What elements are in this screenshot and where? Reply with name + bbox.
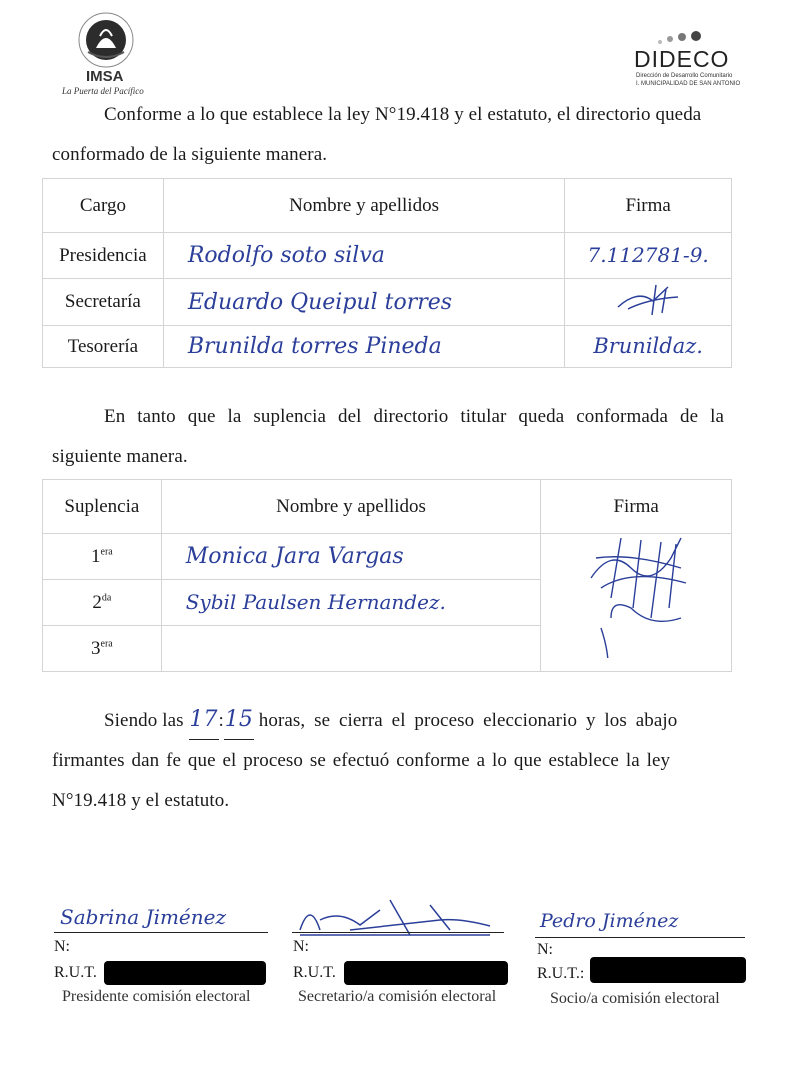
redaction-bar [590,957,746,983]
table-row [43,534,732,580]
signature-line [54,932,268,933]
dideco-logo-line1: Dirección de Desarrollo Comunitario [636,73,733,79]
dideco-logo-text: DIDECO [634,46,730,72]
directorio-table [42,178,732,368]
nombre-cell: Brunilda torres Pineda [187,334,442,359]
signature-scribble-icon [290,890,510,950]
suplencia-cell: $3^{era}$ [43,626,162,672]
n-label: N: [54,938,70,955]
role-secretario: Secretario/a comisión electoral [298,988,497,1005]
role-presidente: Presidente comisión electoral [62,988,251,1005]
signature-presidente: Sabrina Jiménez [60,905,227,929]
table-row [43,279,732,326]
nombre-cell: Rodolfo soto silva [187,243,385,268]
dideco-logo [628,28,748,90]
cargo-cell: Tesorería [43,326,164,368]
signature-line [535,937,745,938]
paragraph-suplencia-line2: siguiente manera. [52,446,188,467]
paragraph-suplencia-line1 [104,399,724,435]
firma-cell: Brunildaz. [593,334,703,358]
cargo-cell: Secretaría [43,279,164,326]
imsa-emblem-icon [66,10,146,70]
dideco-logo-line2: I. MUNICIPALIDAD DE SAN ANTONIO [636,81,741,87]
redaction-bar [104,961,266,985]
firma-cell [541,534,732,672]
n-label: N: [537,941,553,958]
hour-value: 17 [189,702,219,740]
header-firma: Firma [541,480,732,534]
paragraph-intro-line1: Conforme a lo que establece la ley N°19.418 y el estatuto, el directorio queda [104,104,702,125]
firma-cell: 7.112781-9. [587,243,709,267]
cargo-cell: Presidencia [43,233,164,279]
signature-scribble-icon [608,279,688,319]
header-suplencia: Suplencia [43,480,162,534]
closing-rest: horas, se cierra el proceso eleccionario y los abajo [258,710,678,731]
header-nombre: Nombre y apellidos [161,480,541,534]
nombre-cell: Sybil Paulsen Hernandez. [185,590,446,614]
paragraph-closing-line3: N°19.418 y el estatuto. [52,790,230,811]
header-cargo: Cargo [43,179,164,233]
paragraph-intro-line2: conformado de la siguiente manera. [52,144,328,165]
closing-prefix: Siendo las [104,710,184,731]
paragraph-closing-line1: Siendo las 17:15 horas, se cierra el proceso eleccionario y los abajo [104,702,724,740]
suplencia-header-row [43,480,732,534]
suplencia-cell: $2^{da}$ [43,580,162,626]
redaction-bar [344,961,508,985]
header-nombre: Nombre y apellidos [163,179,564,233]
signature-socio: Pedro Jiménez [540,910,679,932]
signature-line [292,932,504,933]
paragraph-closing-line2: firmantes dan fe que el proceso se efectuó conforme a lo que establece la ley [52,750,671,771]
n-label: N: [293,938,309,955]
paragraph-suplencia-text: En tanto que la suplencia del directorio titular queda conformada de la [104,406,724,427]
rut-label: R.U.T.: [537,965,585,982]
suplencia-cell: $1^{era}$ [43,534,162,580]
minute-value: 15 [224,702,254,740]
imsa-logo-subtitle: La Puerta del Pacífico [62,86,144,96]
imsa-logo-text: IMSA [86,68,124,85]
imsa-logo [52,10,162,96]
nombre-cell [161,626,541,672]
header-firma: Firma [565,179,732,233]
table-row [43,326,732,368]
role-socio: Socio/a comisión electoral [550,990,720,1007]
rut-label: R.U.T. [293,964,336,981]
rut-label: R.U.T. [54,964,97,981]
nombre-cell: Monica Jara Vargas [185,544,404,569]
firma-cell [565,279,732,326]
signature-scribble-icon [571,528,701,658]
table-row [43,233,732,279]
suplencia-table [42,479,732,672]
directorio-header-row [43,179,732,233]
nombre-cell: Eduardo Queipul torres [187,289,453,315]
dideco-dots-icon [652,28,712,48]
